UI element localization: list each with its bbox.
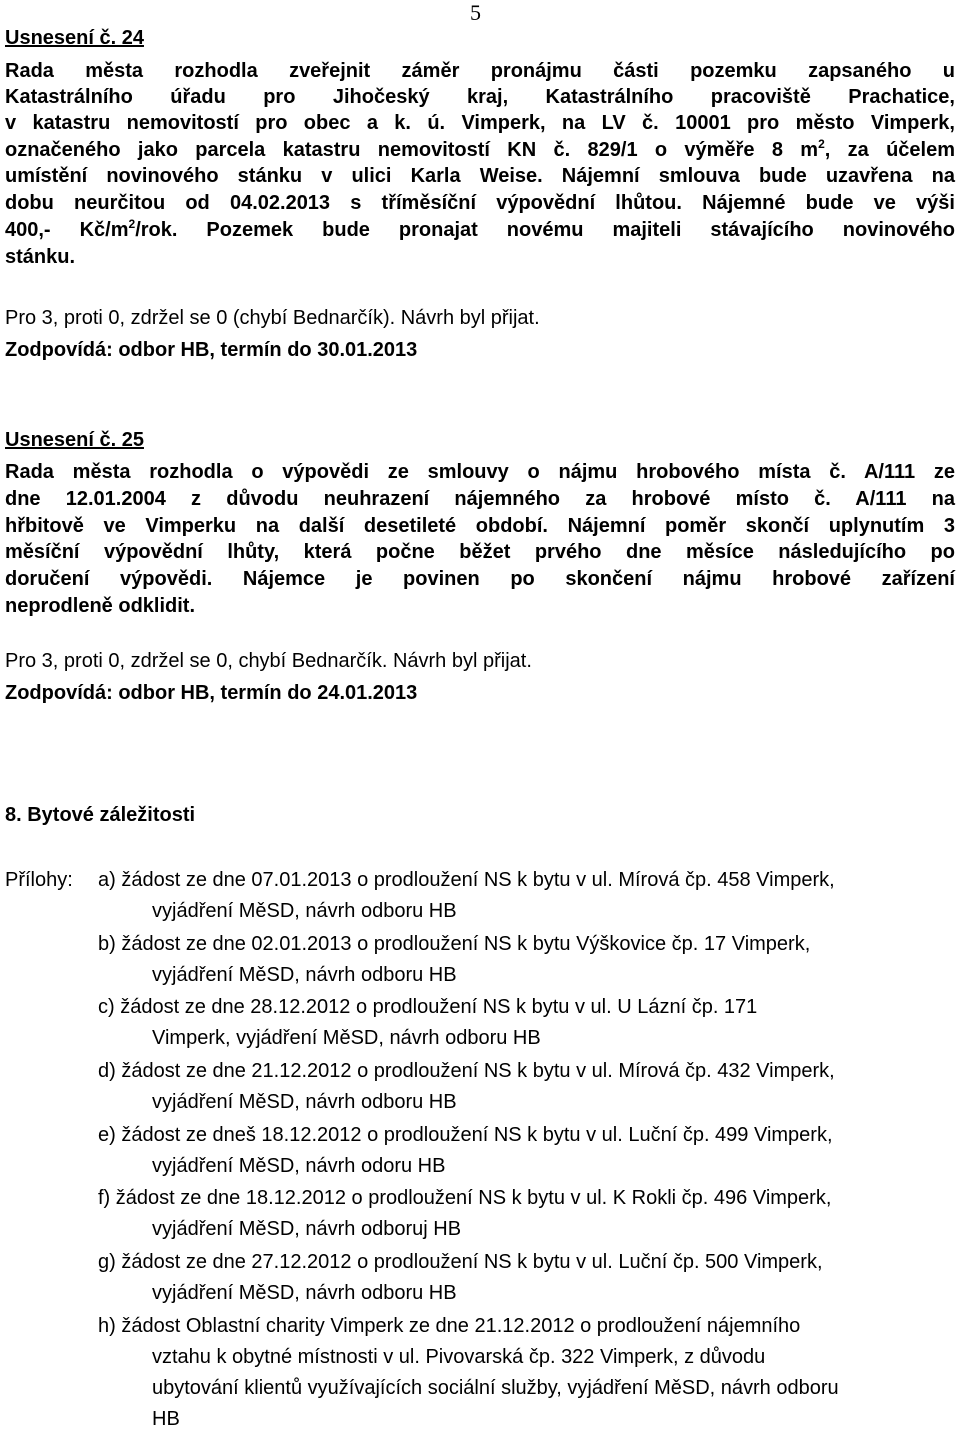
- attachment-item-cont: vztahu k obytné místnosti v ul. Pivovarská čp. 322 Vimperk, z důvodu: [152, 1346, 766, 1368]
- resolution-25-line: Rada města rozhodla o výpovědi ze smlouvy o nájmu hrobového místa č. A/111 ze: [5, 461, 955, 483]
- superscript: 2: [818, 137, 825, 151]
- resolution-25-line: hřbitově ve Vimperku na další desetileté období. Nájemní poměr skončí uplynutím 3: [5, 515, 955, 537]
- attachment-item-cont: vyjádření MěSD, návrh odboru HB: [152, 964, 457, 986]
- resolution-24-line: v katastru nemovitostí pro obec a k. ú. Vimperk, na LV č. 10001 pro město Vimperk,: [5, 112, 955, 134]
- attachment-item-cont: vyjádření MěSD, návrh odboruj HB: [152, 1218, 462, 1240]
- resolution-25-responsible: Zodpovídá: odbor HB, termín do 24.01.2013: [5, 682, 418, 704]
- resolution-24-line: Rada města rozhodla zveřejnit záměr pronájmu části pozemku zapsaného u: [5, 60, 955, 82]
- resolution-24-line-part: označeného jako parcela katastru nemovitostí KN č. 829/1 o výměře 8 m: [5, 139, 819, 161]
- attachment-item: a) žádost ze dne 07.01.2013 o prodloužení NS k bytu v ul. Mírová čp. 458 Vimperk,: [98, 869, 835, 891]
- resolution-25-line: měsíční výpovědní lhůty, která počne běžet prvého dne měsíce následujícího po: [5, 541, 955, 563]
- attachment-item: f) žádost ze dne 18.12.2012 o prodloužení NS k bytu v ul. K Rokli čp. 496 Vimperk,: [98, 1187, 832, 1209]
- attachment-item-cont: vyjádření MěSD, návrh odboru HB: [152, 1282, 457, 1304]
- attachment-item-cont: ubytování klientů využívajících sociální služby, vyjádření MěSD, návrh odboru: [152, 1377, 839, 1399]
- resolution-25-heading: Usnesení č. 25: [5, 429, 144, 451]
- resolution-24-vote: Pro 3, proti 0, zdržel se 0 (chybí Bednarčík). Návrh byl přijat.: [5, 307, 540, 329]
- attachment-item-cont: vyjádření MěSD, návrh odboru HB: [152, 900, 457, 922]
- resolution-24-line-part: /rok. Pozemek bude pronajat novému majiteli stávajícího novinového: [135, 219, 955, 241]
- resolution-24-line: Katastrálního úřadu pro Jihočeský kraj, Katastrálního pracoviště Prachatice,: [5, 86, 955, 108]
- resolution-24-line: stánku.: [5, 246, 76, 268]
- resolution-24-line: dobu neurčitou od 04.02.2013 s tříměsíční výpovědní lhůtou. Nájemné bude ve výši: [5, 192, 955, 214]
- attachment-item: d) žádost ze dne 21.12.2012 o prodloužení NS k bytu v ul. Mírová čp. 432 Vimperk,: [98, 1060, 835, 1082]
- resolution-24-line: umístění novinového stánku v ulici Karla Weise. Nájemní smlouva bude uzavřena na: [5, 165, 955, 187]
- attachments-label: Přílohy:: [5, 869, 73, 891]
- attachment-item: h) žádost Oblastní charity Vimperk ze dne 21.12.2012 o prodloužení nájemního: [98, 1315, 801, 1337]
- attachment-item: g) žádost ze dne 27.12.2012 o prodloužení NS k bytu v ul. Luční čp. 500 Vimperk,: [98, 1251, 823, 1273]
- resolution-25-line: dne 12.01.2004 z důvodu neuhrazení nájemného za hrobové místo č. A/111 na: [5, 488, 955, 510]
- attachment-item-cont: Vimperk, vyjádření MěSD, návrh odboru HB: [152, 1027, 541, 1049]
- attachment-item-cont: vyjádření MěSD, návrh odboru HB: [152, 1091, 457, 1113]
- resolution-24-line: [5, 217, 955, 243]
- page-number: 5: [470, 0, 481, 25]
- section-heading: 8. Bytové záležitosti: [5, 804, 196, 826]
- attachment-item: c) žádost ze dne 28.12.2012 o prodloužení NS k bytu v ul. U Lázní čp. 171: [98, 996, 758, 1018]
- resolution-25-line: neprodleně odklidit.: [5, 595, 196, 617]
- attachment-item-cont: vyjádření MěSD, návrh odoru HB: [152, 1155, 446, 1177]
- superscript: 2: [128, 217, 136, 231]
- attachment-item-cont: HB: [152, 1408, 180, 1430]
- resolution-24-heading: Usnesení č. 24: [5, 27, 144, 49]
- resolution-25-vote: Pro 3, proti 0, zdržel se 0, chybí Bednarčík. Návrh byl přijat.: [5, 650, 532, 672]
- resolution-24-line: [5, 137, 955, 163]
- attachment-item: e) žádost ze dneš 18.12.2012 o prodloužení NS k bytu v ul. Luční čp. 499 Vimperk,: [98, 1124, 833, 1146]
- resolution-25-line: doručení výpovědi. Nájemce je povinen po skončení nájmu hrobové zařízení: [5, 568, 955, 590]
- resolution-24-line-part: , za účelem: [824, 139, 956, 161]
- resolution-24-line-part: 400,- Kč/m: [5, 219, 129, 241]
- resolution-24-responsible: Zodpovídá: odbor HB, termín do 30.01.2013: [5, 339, 418, 361]
- attachment-item: b) žádost ze dne 02.01.2013 o prodloužení NS k bytu Výškovice čp. 17 Vimperk,: [98, 933, 811, 955]
